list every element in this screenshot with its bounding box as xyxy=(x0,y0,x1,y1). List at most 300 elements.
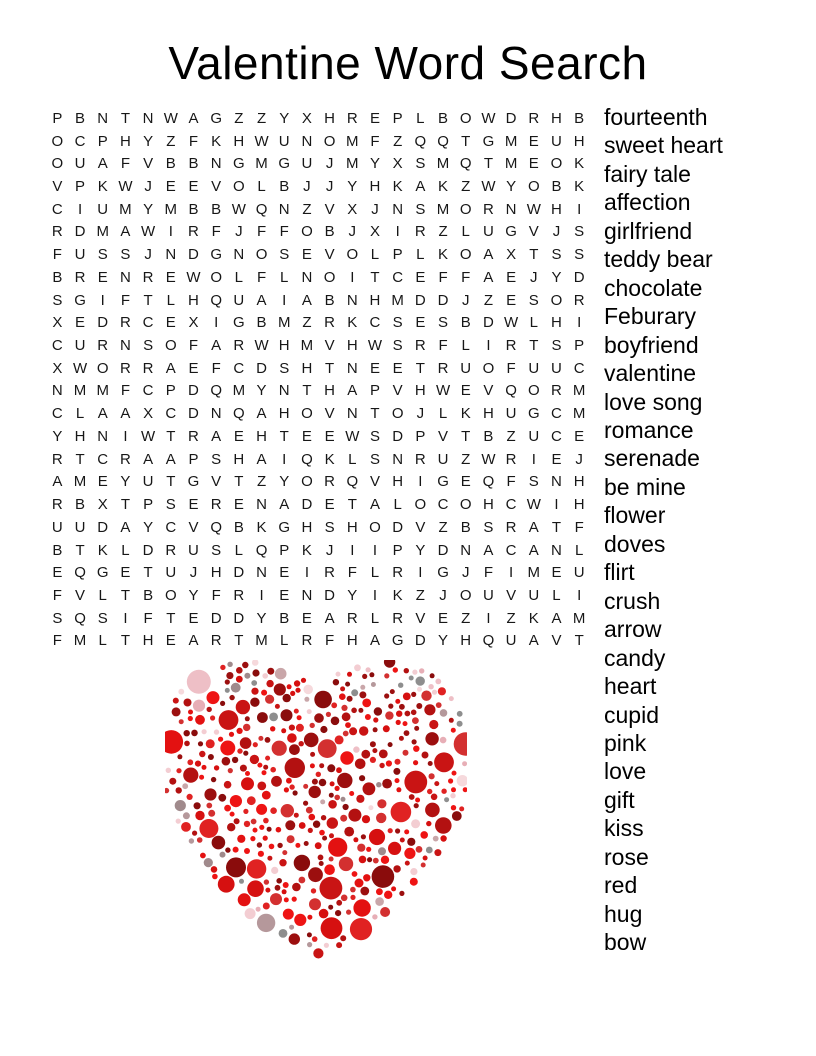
grid-letter-r19-c20: S xyxy=(483,518,494,536)
grid-letter-r23-c10: Y xyxy=(256,609,267,627)
grid-letter-r9-c13: B xyxy=(324,291,335,309)
grid-letter-r14-c23: C xyxy=(551,405,562,423)
heart-dot xyxy=(324,864,335,875)
grid-letter-r23-c22: K xyxy=(528,609,539,627)
grid-letter-r21-c5: T xyxy=(143,564,153,582)
grid-letter-r14-c10: A xyxy=(256,405,267,423)
heart-dot xyxy=(388,742,393,747)
grid-letter-r7-c4: S xyxy=(120,246,131,264)
heart-dot xyxy=(234,818,240,824)
grid-letter-r23-c5: F xyxy=(143,609,153,627)
word-item: valentine xyxy=(604,360,697,387)
grid-letter-r12-c3: O xyxy=(96,359,109,377)
grid-letter-r4-c5: J xyxy=(144,178,152,196)
heart-dot xyxy=(372,748,377,753)
word-item: romance xyxy=(604,416,694,443)
heart-dot xyxy=(404,730,410,736)
heart-dot xyxy=(225,688,230,693)
grid-letter-r17-c13: R xyxy=(324,473,336,491)
grid-letter-r21-c3: G xyxy=(96,564,109,582)
heart-dot xyxy=(350,895,355,900)
grid-letter-r23-c16: R xyxy=(392,609,404,627)
heart-dot xyxy=(250,836,255,841)
grid-letter-r3-c14: M xyxy=(346,155,359,173)
heart-dot xyxy=(228,768,233,773)
heart-dot xyxy=(289,784,294,789)
heart-dot xyxy=(356,795,364,803)
heart-dot xyxy=(310,763,315,768)
heart-dot xyxy=(399,736,404,741)
grid-letter-r16-c14: L xyxy=(348,450,357,468)
grid-letter-r20-c21: C xyxy=(505,541,517,559)
grid-letter-r6-c20: U xyxy=(482,223,494,241)
heart-dot xyxy=(339,693,346,700)
heart-dot xyxy=(379,750,388,759)
grid-letter-r22-c12: N xyxy=(301,586,313,604)
grid-letter-r24-c18: Y xyxy=(438,632,449,650)
heart-dot xyxy=(336,672,341,677)
heart-dot xyxy=(448,778,453,783)
grid-letter-r23-c18: E xyxy=(438,609,449,627)
heart-dot xyxy=(219,710,239,730)
heart-dot xyxy=(195,761,201,767)
heart-dot xyxy=(449,718,454,723)
grid-letter-r1-c10: Z xyxy=(256,109,267,127)
heart-dot xyxy=(259,825,264,830)
grid-letter-r7-c2: U xyxy=(74,246,86,264)
heart-dot xyxy=(183,768,198,783)
grid-letter-r23-c8: D xyxy=(210,609,222,627)
grid-letter-r15-c12: E xyxy=(301,427,312,445)
grid-letter-r22-c1: F xyxy=(52,586,62,604)
heart-dot xyxy=(199,775,204,780)
grid-letter-r10-c23: H xyxy=(551,314,562,332)
heart-dot xyxy=(229,732,234,737)
grid-letter-r4-c10: L xyxy=(257,178,266,196)
grid-letter-r21-c22: M xyxy=(527,564,541,582)
grid-letter-r1-c20: W xyxy=(481,109,496,127)
heart-dot xyxy=(264,879,269,884)
heart-dot xyxy=(319,763,324,768)
grid-letter-r8-c15: T xyxy=(370,268,380,286)
heart-dot xyxy=(428,684,433,689)
heart-dot xyxy=(366,667,371,672)
grid-letter-r15-c7: R xyxy=(188,427,199,445)
heart-dot xyxy=(454,732,467,755)
grid-letter-r19-c13: S xyxy=(324,518,335,536)
heart-dot xyxy=(270,726,275,731)
grid-letter-r12-c21: F xyxy=(506,359,516,377)
grid-letter-r2-c20: G xyxy=(482,132,495,150)
grid-letter-r1-c19: O xyxy=(459,109,472,127)
grid-letter-r10-c18: S xyxy=(438,314,449,332)
heart-dot xyxy=(198,741,203,746)
grid-letter-r17-c24: H xyxy=(573,473,585,491)
heart-dot xyxy=(457,711,463,717)
grid-letter-r12-c18: R xyxy=(437,359,449,377)
heart-dot xyxy=(378,847,386,855)
grid-letter-r17-c17: I xyxy=(418,473,423,491)
grid-letter-r23-c9: D xyxy=(233,609,245,627)
heart-dot xyxy=(265,888,270,893)
grid-letter-r1-c3: N xyxy=(97,109,109,127)
grid-letter-r14-c15: T xyxy=(370,405,380,423)
heart-dot xyxy=(253,742,258,747)
word-item: serenade xyxy=(604,445,700,472)
heart-dot xyxy=(451,787,456,792)
grid-letter-r17-c6: T xyxy=(166,473,176,491)
heart-dot xyxy=(348,809,361,822)
grid-letter-r15-c18: V xyxy=(438,427,449,445)
grid-letter-r19-c16: D xyxy=(392,518,404,536)
heart-dot xyxy=(204,858,213,867)
heart-dot xyxy=(462,761,467,766)
heart-dot xyxy=(269,844,275,850)
grid-letter-r8-c13: O xyxy=(323,268,336,286)
grid-letter-r9-c17: D xyxy=(414,291,426,309)
grid-letter-r9-c5: T xyxy=(143,291,153,309)
grid-letter-r5-c5: Y xyxy=(143,200,154,218)
heart-dot xyxy=(440,737,447,744)
grid-letter-r13-c14: A xyxy=(347,382,358,400)
grid-letter-r7-c6: N xyxy=(165,246,177,264)
grid-letter-r13-c19: E xyxy=(460,382,471,400)
grid-letter-r20-c19: N xyxy=(460,541,472,559)
grid-letter-r12-c14: N xyxy=(346,359,358,377)
heart-dot xyxy=(415,798,420,803)
grid-letter-r7-c18: K xyxy=(438,246,449,264)
heart-dot xyxy=(357,844,365,852)
heart-dot xyxy=(331,717,340,726)
heart-dot xyxy=(265,695,274,704)
word-item: chocolate xyxy=(604,274,703,301)
heart-dot xyxy=(241,777,254,790)
grid-letter-r5-c8: B xyxy=(211,200,222,218)
grid-letter-r9-c7: H xyxy=(188,291,199,309)
grid-letter-r7-c14: O xyxy=(346,246,359,264)
heart-dot xyxy=(306,807,313,814)
grid-letter-r14-c5: X xyxy=(143,405,154,423)
heart-dot xyxy=(318,855,324,861)
grid-letter-r9-c22: S xyxy=(528,291,539,309)
grid-letter-r18-c22: W xyxy=(526,496,541,514)
grid-letter-r12-c9: C xyxy=(233,359,245,377)
heart-dot xyxy=(436,702,442,708)
word-item: doves xyxy=(604,530,666,557)
heart-dot xyxy=(284,787,289,792)
grid-letter-r15-c1: Y xyxy=(52,427,63,445)
heart-dot xyxy=(360,887,369,896)
heart-dot xyxy=(414,803,419,808)
grid-letter-r10-c22: L xyxy=(529,314,538,332)
grid-letter-r10-c15: C xyxy=(369,314,381,332)
grid-letter-r8-c8: O xyxy=(210,268,222,286)
heart-dot xyxy=(315,842,322,849)
grid-letter-r2-c18: Q xyxy=(437,132,449,150)
heart-dot xyxy=(344,827,354,837)
grid-letter-r20-c1: B xyxy=(52,541,63,559)
heart-dot xyxy=(365,714,371,720)
heart-dot xyxy=(431,794,438,801)
heart-dot xyxy=(257,842,262,847)
grid-letter-r18-c6: S xyxy=(165,496,176,514)
heart-dot xyxy=(367,857,372,862)
grid-letter-r4-c22: O xyxy=(527,178,540,196)
heart-dot xyxy=(409,676,414,681)
heart-dot xyxy=(274,683,286,695)
heart-dot xyxy=(399,704,405,710)
word-list xyxy=(604,103,723,957)
heart-dot xyxy=(362,815,370,823)
grid-letter-r19-c2: U xyxy=(74,518,86,536)
heart-dot xyxy=(294,709,299,714)
heart-dot xyxy=(322,836,327,841)
grid-letter-r16-c2: T xyxy=(75,450,85,468)
heart-dot xyxy=(410,868,417,875)
heart-dots-image xyxy=(165,660,467,962)
grid-letter-r8-c18: F xyxy=(438,268,448,286)
grid-letter-r17-c23: N xyxy=(551,473,562,491)
heart-dot xyxy=(256,804,267,815)
word-item: fairy tale xyxy=(604,160,691,187)
heart-dot xyxy=(310,723,315,728)
grid-letter-r14-c12: O xyxy=(301,405,313,423)
grid-letter-r12-c13: T xyxy=(325,359,335,377)
heart-dot xyxy=(395,759,401,765)
heart-dot xyxy=(282,850,287,855)
grid-letter-r21-c23: E xyxy=(551,564,562,582)
grid-letter-r13-c8: Q xyxy=(210,382,222,400)
grid-letter-r4-c12: J xyxy=(303,178,311,196)
grid-letter-r23-c17: V xyxy=(415,609,426,627)
grid-letter-r23-c13: A xyxy=(324,609,335,627)
heart-dot xyxy=(239,879,244,884)
grid-letter-r1-c9: Z xyxy=(234,109,244,127)
grid-letter-r2-c17: Q xyxy=(414,132,427,150)
grid-letter-r8-c21: E xyxy=(506,268,517,286)
heart-dot xyxy=(214,765,219,770)
grid-letter-r21-c13: R xyxy=(324,564,336,582)
heart-dot xyxy=(434,752,454,772)
grid-letter-r15-c23: C xyxy=(551,427,562,445)
grid-letter-r18-c17: O xyxy=(414,496,427,514)
grid-letter-r2-c3: P xyxy=(97,132,108,150)
grid-letter-r6-c22: V xyxy=(528,223,539,241)
grid-letter-r24-c20: Q xyxy=(482,632,495,650)
grid-letter-r19-c23: T xyxy=(551,518,562,536)
grid-letter-r3-c6: B xyxy=(165,155,176,173)
heart-dot xyxy=(176,768,181,773)
heart-dot xyxy=(450,793,455,798)
grid-letter-r20-c12: K xyxy=(301,541,312,559)
grid-letter-r17-c2: M xyxy=(73,473,87,491)
grid-letter-r3-c24: K xyxy=(574,155,585,173)
heart-dot xyxy=(263,836,268,841)
grid-letter-r6-c1: R xyxy=(51,223,63,241)
grid-letter-r8-c19: F xyxy=(461,268,471,286)
grid-letter-r16-c21: R xyxy=(505,450,517,468)
grid-letter-r10-c8: I xyxy=(214,314,219,332)
heart-dot xyxy=(391,886,396,891)
grid-letter-r3-c20: T xyxy=(483,155,493,173)
grid-letter-r9-c18: D xyxy=(437,291,449,309)
grid-letter-r11-c1: C xyxy=(51,337,63,355)
heart-dot xyxy=(335,735,344,744)
heart-dot xyxy=(329,833,334,838)
grid-letter-r11-c15: W xyxy=(367,337,383,355)
heart-dot xyxy=(318,739,337,758)
heart-dot xyxy=(341,895,348,902)
heart-dot xyxy=(440,835,446,841)
heart-dot xyxy=(236,667,243,674)
grid-letter-r13-c15: P xyxy=(369,382,380,400)
grid-letter-r7-c11: S xyxy=(279,246,290,264)
grid-letter-r24-c5: H xyxy=(142,632,154,650)
heart-dot xyxy=(395,828,400,833)
heart-dot xyxy=(336,942,342,948)
heart-dot xyxy=(211,866,218,873)
heart-dot xyxy=(347,696,353,702)
heart-dot xyxy=(206,739,215,748)
grid-letter-r15-c16: D xyxy=(392,427,404,445)
heart-dot xyxy=(373,727,378,732)
heart-dot xyxy=(309,786,321,798)
heart-dot xyxy=(218,876,235,893)
grid-letter-r23-c12: E xyxy=(301,609,312,627)
grid-letter-r6-c23: J xyxy=(552,223,561,241)
heart-dot xyxy=(245,716,250,721)
grid-letter-r20-c10: Q xyxy=(255,541,268,559)
grid-letter-r17-c5: U xyxy=(142,473,154,491)
grid-letter-r12-c11: S xyxy=(279,359,290,377)
heart-dot xyxy=(375,897,384,906)
heart-dot xyxy=(452,771,457,776)
heart-dot xyxy=(457,721,463,727)
grid-letter-r17-c16: H xyxy=(392,473,404,491)
heart-dot xyxy=(277,843,282,848)
heart-dot xyxy=(363,874,370,881)
grid-letter-r10-c24: I xyxy=(577,314,582,332)
grid-letter-r5-c22: W xyxy=(526,200,541,218)
grid-letter-r6-c14: J xyxy=(348,223,357,241)
grid-letter-r14-c8: N xyxy=(210,405,222,423)
grid-letter-r17-c14: Q xyxy=(346,473,359,491)
grid-letter-r17-c8: V xyxy=(211,473,222,491)
grid-letter-r24-c13: F xyxy=(325,632,335,650)
grid-letter-r2-c14: M xyxy=(346,132,359,150)
heart-dot xyxy=(377,799,386,808)
heart-dot xyxy=(267,827,272,832)
grid-letter-r21-c19: J xyxy=(461,564,470,582)
heart-dot xyxy=(251,819,257,825)
heart-dot xyxy=(339,857,353,871)
grid-letter-r6-c18: Z xyxy=(438,223,448,241)
heart-dot xyxy=(335,910,341,916)
heart-dot xyxy=(165,788,169,793)
grid-letter-r22-c14: Y xyxy=(347,586,358,604)
grid-letter-r2-c16: Z xyxy=(393,132,403,150)
grid-letter-r23-c4: I xyxy=(123,609,128,627)
grid-letter-r1-c15: E xyxy=(369,109,380,127)
grid-letter-r9-c14: N xyxy=(346,291,358,309)
heart-dot xyxy=(417,687,422,692)
grid-letter-r17-c19: E xyxy=(460,473,471,491)
grid-letter-r4-c7: E xyxy=(188,178,199,196)
grid-letter-r22-c21: V xyxy=(506,586,517,604)
heart-dot xyxy=(271,867,278,874)
grid-letter-r14-c18: L xyxy=(438,405,448,423)
heart-dot xyxy=(307,915,312,920)
heart-dot xyxy=(251,688,258,695)
grid-letter-r18-c18: C xyxy=(437,496,449,514)
heart-dot xyxy=(422,752,429,759)
grid-letter-r14-c4: A xyxy=(120,405,131,423)
grid-letter-r5-c12: Z xyxy=(302,200,312,218)
heart-dot xyxy=(395,778,400,783)
grid-letter-r7-c17: L xyxy=(416,246,425,264)
grid-letter-r21-c20: F xyxy=(483,564,493,582)
heart-dot xyxy=(307,942,312,947)
heart-dot xyxy=(282,889,287,894)
grid-letter-r16-c24: J xyxy=(575,450,583,468)
grid-letter-r1-c14: R xyxy=(346,109,358,127)
heart-dot xyxy=(244,673,250,679)
heart-dot xyxy=(351,708,357,714)
heart-dot xyxy=(328,800,337,809)
grid-letter-r10-c17: E xyxy=(415,314,426,332)
heart-dot xyxy=(184,730,190,736)
grid-letter-r11-c22: T xyxy=(529,337,539,355)
grid-letter-r13-c5: C xyxy=(142,382,154,400)
grid-letter-r11-c14: H xyxy=(346,337,358,355)
grid-letter-r10-c20: D xyxy=(482,314,494,332)
heart-dot xyxy=(247,859,266,878)
grid-letter-r6-c3: M xyxy=(96,223,109,241)
heart-dot xyxy=(398,683,403,688)
heart-dot xyxy=(257,712,268,723)
heart-dot xyxy=(295,843,300,848)
grid-letter-r18-c16: L xyxy=(393,496,402,514)
grid-letter-r14-c7: D xyxy=(188,405,199,423)
grid-letter-r12-c10: D xyxy=(256,359,267,377)
grid-letter-r4-c18: K xyxy=(438,178,449,196)
heart-dot xyxy=(252,660,259,666)
grid-letter-r11-c3: R xyxy=(97,337,109,355)
grid-letter-r2-c5: Y xyxy=(143,132,154,150)
grid-letter-r15-c20: B xyxy=(483,427,494,445)
heart-dot xyxy=(292,897,297,902)
grid-letter-r15-c8: A xyxy=(211,427,222,445)
heart-dot xyxy=(327,764,335,772)
grid-letter-r8-c16: C xyxy=(392,268,404,286)
grid-letter-r2-c19: T xyxy=(461,132,471,150)
heart-dot xyxy=(289,744,300,755)
grid-letter-r16-c17: R xyxy=(414,450,426,468)
heart-dot xyxy=(270,893,282,905)
grid-letter-r12-c5: R xyxy=(142,359,154,377)
heart-dot xyxy=(403,721,408,726)
grid-letter-r22-c19: O xyxy=(459,586,472,604)
word-item: flower xyxy=(604,502,666,529)
grid-letter-r5-c14: X xyxy=(347,200,358,218)
heart-dot xyxy=(283,882,289,888)
grid-letter-r4-c24: K xyxy=(574,178,585,196)
heart-dot xyxy=(335,786,340,791)
grid-letter-r14-c2: L xyxy=(75,405,85,423)
heart-dot xyxy=(333,679,339,685)
heart-dot xyxy=(388,842,401,855)
heart-dot xyxy=(301,678,306,683)
